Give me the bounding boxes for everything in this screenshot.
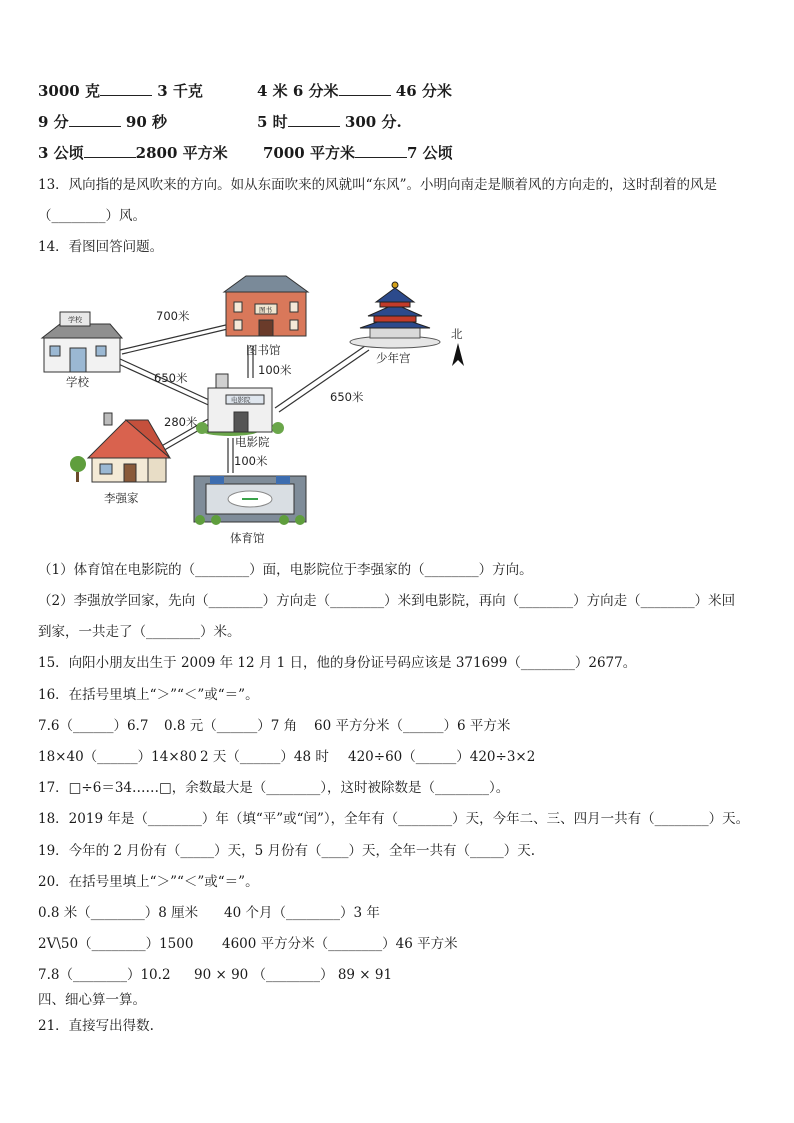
- youth-palace-temple-icon: [350, 282, 440, 348]
- question-20-title: 20．在括号里填上“＞”“＜”或“＝”。: [38, 874, 259, 890]
- question-14-part-2-line-1[interactable]: （2）李强放学回家，先向（________）方向走（________）米到电影院，再向（________）方向走（________）米回: [38, 593, 736, 609]
- label-youth-palace: 少年宫: [376, 351, 411, 365]
- distance-cinema-youth: 650米: [330, 390, 364, 404]
- label-cinema: 电影院: [235, 435, 270, 449]
- school-sign: 学校: [68, 316, 82, 324]
- question-15[interactable]: 15．向阳小朋友出生于 2009 年 12 月 1 日，他的身份证号码应该是 371699（________）2677。: [38, 655, 637, 671]
- compare-item[interactable]: 7.8（________）10.2: [38, 967, 171, 983]
- cinema-building-icon: [196, 374, 284, 436]
- conv-item: 4 米 6 分米: [257, 82, 339, 100]
- section-heading: 四、细心算一算。: [38, 992, 146, 1008]
- question-13-line-2[interactable]: （________）风。: [38, 208, 146, 224]
- question-14-part-2-line-2[interactable]: 到家，一共走了（________）米。: [38, 624, 241, 640]
- compare-item[interactable]: 18×40（______）14×80: [38, 749, 197, 765]
- school-building-icon: [42, 312, 122, 372]
- library-building-icon: [224, 276, 308, 336]
- answer-blank[interactable]: [355, 144, 407, 158]
- label-home: 李强家: [104, 491, 139, 505]
- compare-item[interactable]: 2 天（______）48 时: [200, 749, 329, 765]
- distance-school-cinema: 650米: [154, 371, 188, 385]
- distance-home-cinema: 280米: [164, 415, 198, 429]
- map-figure: [30, 268, 490, 553]
- answer-blank[interactable]: [69, 113, 121, 127]
- gym-stadium-icon: [194, 476, 306, 525]
- library-sign: 图书: [259, 306, 272, 314]
- question-13-line-1: 13．风向指的是风吹来的方向。如从东面吹来的风就叫“东风”。小明向南走是顺着风的方向走的，这时刮着的风是: [38, 177, 717, 193]
- question-14-title: 14．看图回答问题。: [38, 239, 164, 255]
- question-19[interactable]: 19．今年的 2 月份有（_____）天，5 月份有（____）天，全年一共有（_____）天.: [38, 843, 536, 859]
- label-library: 图书馆: [246, 343, 281, 357]
- question-14-part-1[interactable]: （1）体育馆在电影院的（________）面，电影院位于李强家的（________）方向。: [38, 562, 533, 578]
- compare-item[interactable]: 2V\50（________）1500: [38, 936, 194, 952]
- compare-item[interactable]: 0.8 元（______）7 角: [164, 718, 298, 734]
- question-16-title: 16．在括号里填上“＞”“＜”或“＝”。: [38, 687, 259, 703]
- distance-cinema-gym: 100米: [234, 454, 268, 468]
- compare-item[interactable]: 60 平方分米（______）6 平方米: [314, 718, 511, 734]
- compare-item[interactable]: 0.8 米（________）8 厘米: [38, 905, 199, 921]
- label-school: 学校: [66, 375, 89, 389]
- compare-item[interactable]: 90 × 90 （________） 89 × 91: [194, 967, 393, 983]
- north-arrow-icon: [452, 343, 464, 366]
- question-18[interactable]: 18．2019 年是（________）年（填“平”或“闰”），全年有（________）天，今年二、三、四月一共有（________）天。: [38, 811, 750, 827]
- compare-item[interactable]: 40 个月（________）3 年: [224, 905, 380, 921]
- question-21: 21．直接写出得数.: [38, 1018, 154, 1034]
- compare-item[interactable]: 7.6（______）6.7: [38, 718, 149, 734]
- distance-library-cinema: 100米: [258, 363, 292, 377]
- answer-blank[interactable]: [100, 82, 152, 96]
- question-17[interactable]: 17．□÷6＝34……□，余数最大是（________），这时被除数是（________）。: [38, 780, 510, 796]
- answer-blank[interactable]: [84, 144, 136, 158]
- cinema-sign: 电影院: [231, 396, 251, 404]
- conv-item: 3000 克: [38, 82, 100, 100]
- label-north: 北: [451, 327, 463, 341]
- compare-item[interactable]: 420÷60（______）420÷3×2: [348, 749, 536, 765]
- compare-item[interactable]: 4600 平方分米（________）46 平方米: [222, 936, 458, 952]
- label-gym: 体育馆: [230, 531, 265, 545]
- answer-blank[interactable]: [339, 82, 391, 96]
- distance-school-library: 700米: [156, 309, 190, 323]
- answer-blank[interactable]: [288, 113, 340, 127]
- home-house-icon: [70, 413, 170, 482]
